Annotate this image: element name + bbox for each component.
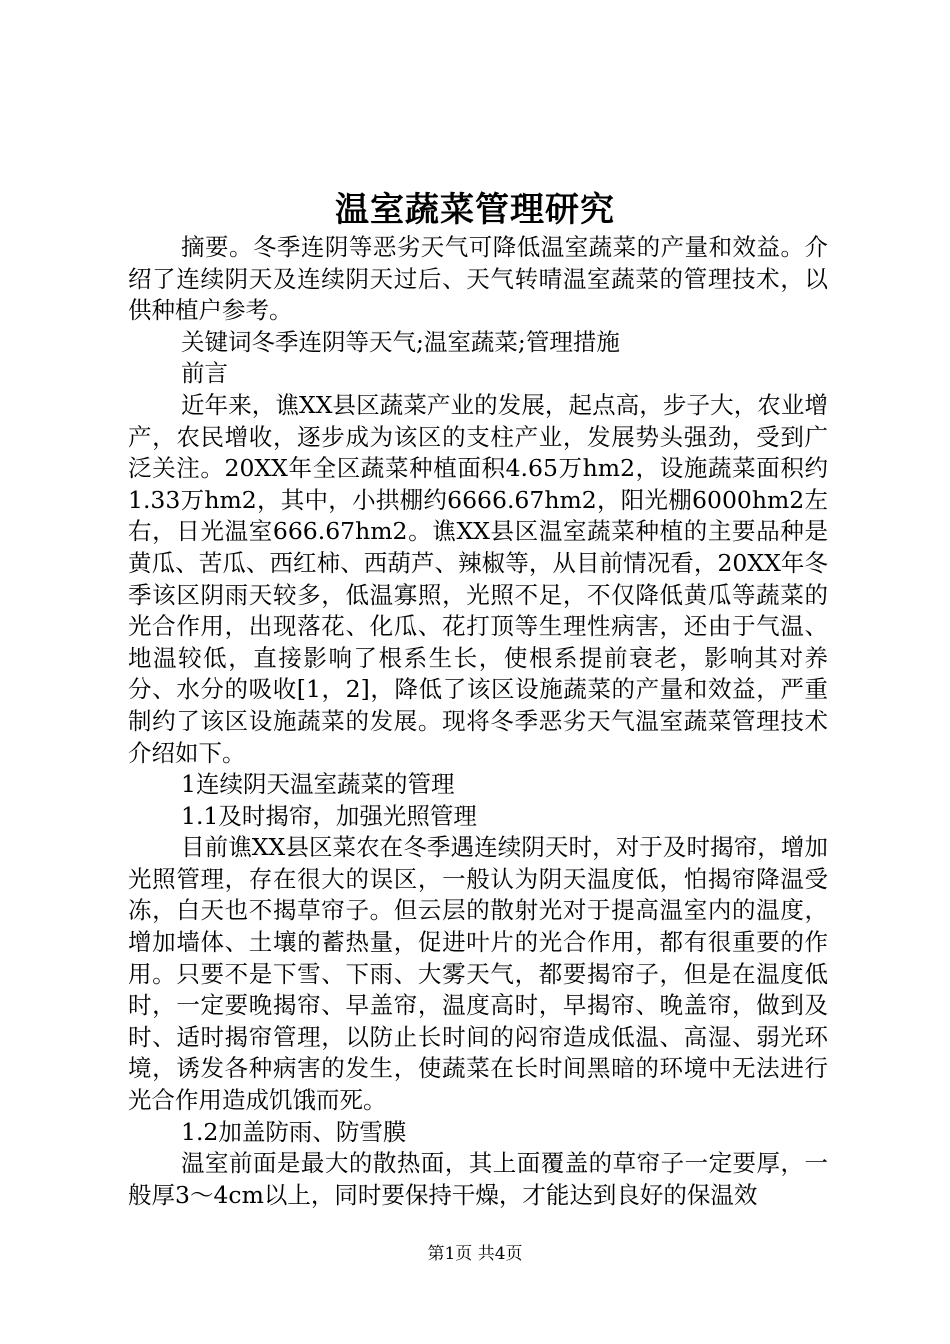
document-title: 温室蔬菜管理研究: [335, 190, 615, 230]
section-heading: 1连续阴天温室蔬菜的管理: [181, 770, 455, 799]
abstract-paragraph: 摘要。冬季连阴等恶劣天气可降低温室蔬菜的产量和效益。介绍了连续阴天及连续阴天过后、天气转晴温室蔬菜的管理技术，以供种植户参考。: [128, 233, 828, 325]
document-body: [128, 232, 828, 1211]
subsection-heading: 1.1及时揭帘，加强光照管理: [181, 801, 477, 830]
page-footer: 第1页 共4页: [427, 1244, 523, 1264]
body-paragraph: 目前谯XX县区菜农在冬季遇连续阴天时，对于及时揭帘，增加光照管理，存在很大的误区，一般认为阴天温度低，怕揭帘降温受冻，白天也不揭草帘子。但云层的散射光对于提高温室内的温度，增加墙体、土壤的蓄热量，促进叶片的光合作用，都有很重要的作用。只要不是下雪、下雨、大雾天气，都要揭帘子，但是在温度低时，一定要晚揭帘、早盖帘，温度高时，早揭帘、晚盖帘，做到及时、适时揭帘管理，以防止长时间的闷帘造成低温、高湿、弱光环境，诱发各种病害的发生，使蔬菜在长时间黑暗的环境中无法进行光合作用造成饥饿而死。: [128, 833, 828, 1115]
preface-heading: 前言: [181, 359, 228, 388]
subsection-heading: 1.2加盖防雨、防雪膜: [181, 1117, 407, 1146]
keywords-paragraph: 关键词冬季连阴等天气;温室蔬菜;管理措施: [181, 327, 620, 356]
body-paragraph: 近年来，谯XX县区蔬菜产业的发展，起点高，步子大，农业增产，农民增收，逐步成为该区的支柱产业，发展势头强劲，受到广泛关注。20XX年全区蔬菜种植面积4.65万hm2，设施蔬菜面积约1.33万hm2，其中，小拱棚约6666.67hm2，阳光棚6000hm2左右，日光温室666.67hm2。谯XX县区温室蔬菜种植的主要品种是黄瓜、苦瓜、西红柿、西葫芦、辣椒等，从目前情况看，20XX年冬季该区阴雨天较多，低温寡照，光照不足，不仅降低黄瓜等蔬菜的光合作用，出现落花、化瓜、花打顶等生理性病害，还由于气温、地温较低，直接影响了根系生长，使根系提前衰老，影响其对养分、水分的吸收[1，2]，降低了该区设施蔬菜的产量和效益，严重制约了该区设施蔬菜的发展。现将冬季恶劣天气温室蔬菜管理技术介绍如下。: [128, 390, 828, 767]
body-paragraph: 温室前面是最大的散热面，其上面覆盖的草帘子一定要厚，一般厚3～4cm以上，同时要保持干燥，才能达到良好的保温效: [128, 1149, 828, 1209]
